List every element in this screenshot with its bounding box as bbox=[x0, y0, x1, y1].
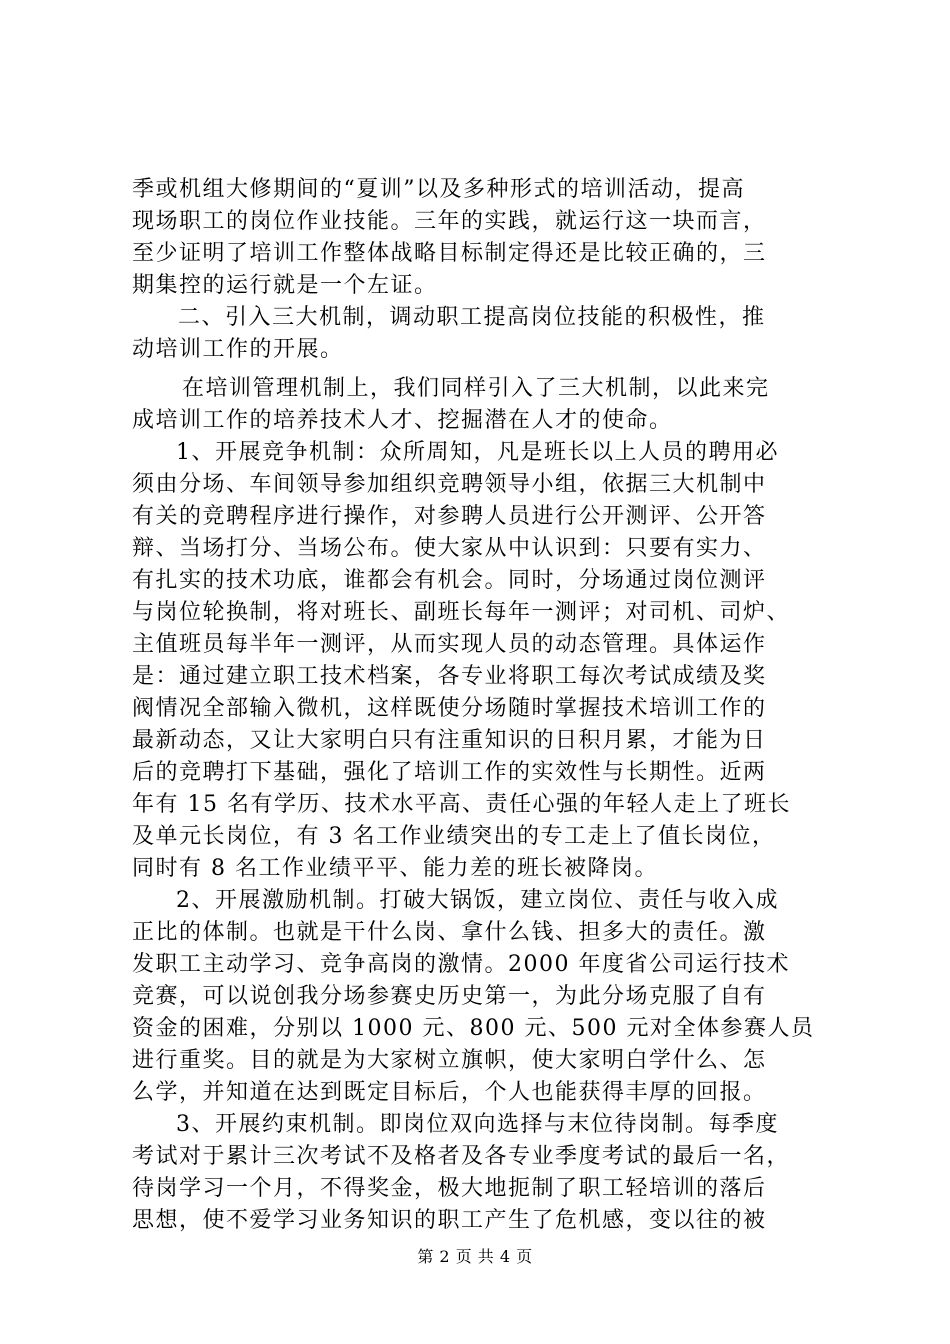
text-line: 有关的竞聘程序进行操作，对参聘人员进行公开测评、公开答 bbox=[132, 504, 767, 529]
text-line: 同时有 8 名工作业绩平平、能力差的班长被降岗。 bbox=[132, 856, 658, 881]
section-heading: 二、引入三大机制，调动职工提高岗位技能的积极性，推 bbox=[178, 305, 766, 330]
document-body bbox=[132, 174, 832, 1237]
numbered-paragraph-line: 3、开展约束机制。即岗位双向选择与末位待岗制。每季度 bbox=[176, 1112, 779, 1137]
text-line: 进行重奖。目的就是为大家树立旗帜，使大家明白学什么、怎 bbox=[132, 1048, 767, 1073]
text-line: 资金的困难，分别以 1000 元、800 元、500 元对全体参赛人员 bbox=[132, 1016, 815, 1041]
text-line: 最新动态，又让大家明白只有注重知识的日积月累，才能为日 bbox=[132, 728, 767, 753]
text-line: 思想，使不爱学习业务知识的职工产生了危机感，变以往的被 bbox=[132, 1208, 767, 1233]
numbered-paragraph-line: 2、开展激励机制。打破大锅饭，建立岗位、责任与收入成 bbox=[176, 888, 779, 913]
text-line: 主值班员每半年一测评，从而实现人员的动态管理。具体运作 bbox=[132, 632, 767, 657]
text-line: 成培训工作的培养技术人才、挖掘潜在人才的使命。 bbox=[132, 408, 673, 433]
text-line: 年有 15 名有学历、技术水平高、责任心强的年轻人走上了班长 bbox=[132, 792, 791, 817]
text-line: 须由分场、车间领导参加组织竞聘领导小组，依据三大机制中 bbox=[132, 472, 767, 497]
text-line: 动培训工作的开展。 bbox=[132, 337, 344, 362]
text-line: 正比的体制。也就是干什么岗、拿什么钱、担多大的责任。激 bbox=[132, 920, 767, 945]
text-line: 有扎实的技术功底，谁都会有机会。同时，分场通过岗位测评 bbox=[132, 568, 767, 593]
text-line: 待岗学习一个月，不得奖金，极大地扼制了职工轻培训的落后 bbox=[132, 1176, 767, 1201]
text-line: 考试对于累计三次考试不及格者及各专业季度考试的最后一名， bbox=[132, 1144, 791, 1169]
text-line: 至少证明了培训工作整体战略目标制定得还是比较正确的，三 bbox=[132, 241, 767, 266]
numbered-paragraph-line: 1、开展竞争机制：众所周知，凡是班长以上人员的聘用必 bbox=[176, 440, 779, 465]
paragraph-gap bbox=[132, 366, 832, 373]
text-line: 是：通过建立职工技术档案，各专业将职工每次考试成绩及奖 bbox=[132, 664, 767, 689]
text-line: 现场职工的岗位作业技能。三年的实践，就运行这一块而言， bbox=[132, 209, 767, 234]
text-line: 与岗位轮换制，将对班长、副班长每年一测评；对司机、司炉、 bbox=[132, 600, 791, 625]
paragraph-line: 在培训管理机制上，我们同样引入了三大机制，以此来完 bbox=[182, 376, 770, 401]
text-line: 及单元长岗位，有 3 名工作业绩突出的专工走上了值长岗位， bbox=[132, 824, 776, 849]
text-line: 季或机组大修期间的“夏训”以及多种形式的培训活动，提高 bbox=[132, 177, 745, 202]
text-line: 么学，并知道在达到既定目标后，个人也能获得丰厚的回报。 bbox=[132, 1080, 767, 1105]
text-line: 后的竞聘打下基础，强化了培训工作的实效性与长期性。近两 bbox=[132, 760, 767, 785]
text-line: 竞赛，可以说创我分场参赛史历史第一，为此分场克服了自有 bbox=[132, 984, 767, 1009]
text-line: 辩、当场打分、当场公布。使大家从中认识到：只要有实力、 bbox=[132, 536, 767, 561]
text-line: 期集控的运行就是一个左证。 bbox=[132, 273, 438, 298]
text-line: 发职工主动学习、竞争高岗的激情。2000 年度省公司运行技术 bbox=[132, 952, 790, 977]
page-number-footer: 第 2 页 共 4 页 bbox=[417, 1247, 533, 1266]
text-line: 阀情况全部输入微机，这样既使分场随时掌握技术培训工作的 bbox=[132, 696, 767, 721]
